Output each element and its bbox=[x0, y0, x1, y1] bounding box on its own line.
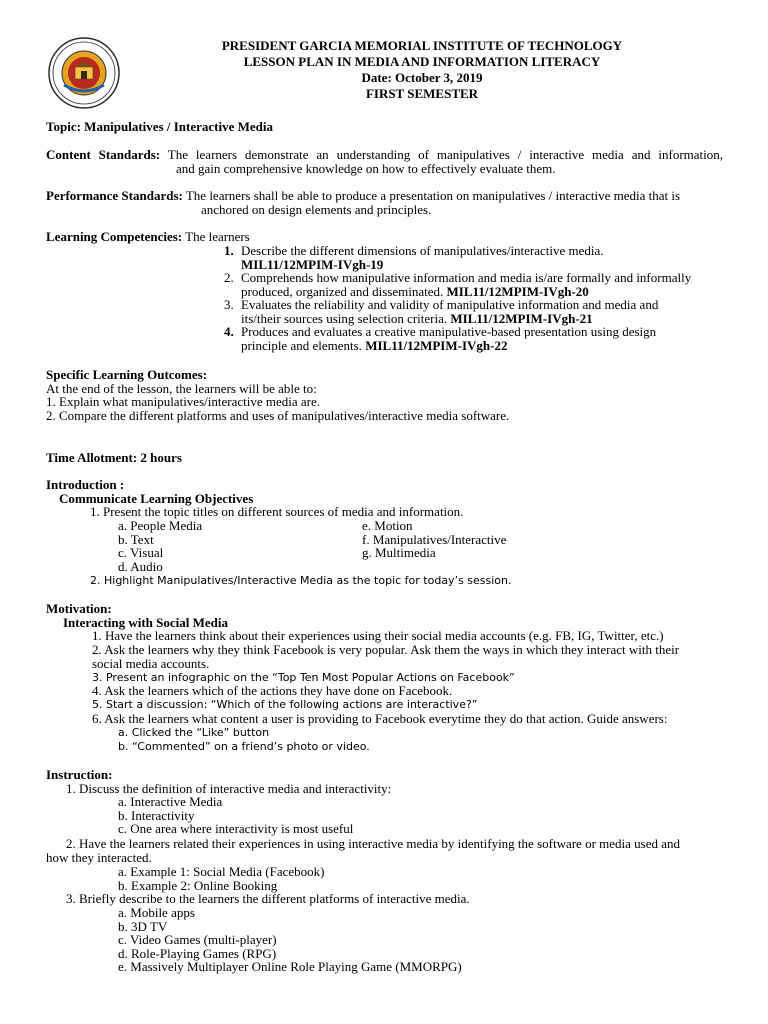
lesson-date: Date: October 3, 2019 bbox=[361, 70, 483, 85]
guide-answer: b. “Commented” on a friend’s photo or video. bbox=[118, 740, 370, 753]
content-standards-line2: and gain comprehensive knowledge on how to effectively evaluate them. bbox=[176, 160, 556, 176]
competency-number: 2. bbox=[224, 270, 234, 285]
instruction-sublist bbox=[118, 795, 353, 836]
time-allotment: Time Allotment: 2 hours bbox=[46, 450, 182, 465]
guide-answer: a. Clicked the “Like” button bbox=[118, 726, 270, 739]
competencies-intro: The learners bbox=[185, 229, 250, 244]
performance-standards-line2: anchored on design elements and principles. bbox=[201, 201, 432, 217]
competency-text: Produces and evaluates a creative manipulative-based presentation using design bbox=[241, 324, 657, 339]
instruction-subitem: b. Interactivity bbox=[118, 807, 195, 823]
instruction-subitem: c. Video Games (multi-player) bbox=[118, 932, 277, 948]
instruction-subitem: d. Role-Playing Games (RPG) bbox=[118, 945, 277, 961]
competency-code: MIL11/12MPIM-IVgh-19 bbox=[241, 256, 384, 272]
competency-text: Evaluates the reliability and validity of manipulative information and media and bbox=[241, 297, 659, 312]
motivation-step: 5. Start a discussion: “Which of the following actions are interactive?” bbox=[92, 698, 478, 711]
competency-number: 1. bbox=[224, 243, 234, 258]
instruction-step: 3. Briefly describe to the learners the different platforms of interactive media. bbox=[66, 891, 470, 906]
instruction-subitem: a. Interactive Media bbox=[118, 794, 223, 809]
competency-text-cont: its/their sources using selection criteria. bbox=[241, 310, 448, 326]
school-seal-logo bbox=[48, 37, 120, 109]
learning-competencies bbox=[46, 230, 250, 244]
source-item: b. Text bbox=[118, 531, 154, 547]
motivation-subheading: Interacting with Social Media bbox=[63, 614, 229, 630]
outcome-item: 1. Explain what manipulatives/interactive media are. bbox=[46, 394, 320, 410]
introduction-section bbox=[46, 478, 463, 519]
instruction-label: Instruction: bbox=[46, 767, 113, 782]
competency-number: 4. bbox=[224, 324, 234, 339]
instruction-subitem: a. Mobile apps bbox=[118, 905, 195, 920]
performance-standards-line1: The learners shall be able to produce a presentation on manipulatives / interactive media that is bbox=[185, 188, 681, 203]
instruction-subitem: b. 3D TV bbox=[118, 918, 168, 934]
motivation-step: 2. Ask the learners why they think Facebook is very popular. Ask them the ways in which they interact with their bbox=[92, 641, 680, 657]
competency-code: MIL11/12MPIM-IVgh-21 bbox=[450, 310, 593, 326]
semester: FIRST SEMESTER bbox=[365, 86, 479, 101]
motivation-section bbox=[46, 602, 228, 629]
source-item: f. Manipulatives/Interactive bbox=[362, 531, 507, 547]
content-standards bbox=[46, 148, 723, 175]
competency-code: MIL11/12MPIM-IVgh-22 bbox=[365, 337, 508, 353]
performance-standards bbox=[46, 189, 723, 216]
topic: Topic: Manipulatives / Interactive Media bbox=[46, 119, 274, 134]
motivation-step: 3. Present an infographic on the “Top Ten Most Popular Actions on Facebook” bbox=[92, 671, 515, 684]
sources-column-a bbox=[118, 519, 202, 573]
motivation-step: 1. Have the learners think about their experiences using their social media accounts (e.g. FB, IG, Twitter, etc.) bbox=[92, 628, 664, 643]
introduction-step2: 2. Highlight Manipulatives/Interactive Media as the topic for today’s session. bbox=[90, 574, 512, 587]
sources-column-b bbox=[362, 519, 506, 560]
source-item: d. Audio bbox=[118, 558, 163, 574]
competencies-label: Learning Competencies: bbox=[46, 229, 183, 244]
instruction-step: 2. Have the learners related their experiences in using interactive media by identifying the software or media used and bbox=[66, 836, 681, 851]
source-item: c. Visual bbox=[118, 545, 164, 561]
document-header bbox=[150, 38, 694, 102]
content-standards-label: Content Standards: bbox=[46, 147, 161, 162]
competency-text-cont: principle and elements. bbox=[241, 337, 362, 353]
source-item: e. Motion bbox=[362, 518, 413, 533]
content-standards-line1: The learners demonstrate an understanding of manipulatives / interactive media and information, bbox=[167, 147, 724, 162]
instruction-subitem: e. Massively Multiplayer Online Role Playing Game (MMORPG) bbox=[118, 959, 462, 975]
instruction-subitem: b. Example 2: Online Booking bbox=[118, 877, 278, 893]
competency-code: MIL11/12MPIM-IVgh-20 bbox=[446, 283, 589, 299]
lesson-plan-title: LESSON PLAN IN MEDIA AND INFORMATION LITERACY bbox=[243, 54, 601, 69]
learning-outcomes bbox=[46, 368, 509, 422]
instruction-step2 bbox=[46, 837, 680, 864]
instruction-subitem: c. One area where interactivity is most useful bbox=[118, 821, 354, 837]
school-name: PRESIDENT GARCIA MEMORIAL INSTITUTE OF TECHNOLOGY bbox=[221, 38, 623, 53]
performance-standards-label: Performance Standards: bbox=[46, 188, 183, 203]
motivation-step: 4. Ask the learners which of the actions they have done on Facebook. bbox=[92, 683, 453, 698]
instruction-step: 1. Discuss the definition of interactive media and interactivity: bbox=[66, 780, 392, 796]
instruction-subitem: a. Example 1: Social Media (Facebook) bbox=[118, 864, 325, 879]
introduction-subheading: Communicate Learning Objectives bbox=[59, 490, 254, 506]
instruction-step-cont: how they interacted. bbox=[46, 849, 152, 865]
instruction-section bbox=[46, 768, 391, 795]
competency-text-cont: produced, organized and disseminated. bbox=[241, 283, 444, 299]
source-item: a. People Media bbox=[118, 518, 203, 533]
competency-text: Describe the different dimensions of manipulatives/interactive media. bbox=[241, 243, 604, 258]
competency-number: 3. bbox=[224, 297, 234, 312]
motivation-steps bbox=[92, 629, 679, 656]
introduction-label: Introduction : bbox=[46, 477, 125, 492]
competency-text: Comprehends how manipulative information and media is/are formally and informally bbox=[241, 270, 692, 285]
instruction-sublist bbox=[118, 906, 462, 974]
instruction-sublist bbox=[118, 865, 325, 892]
motivation-label: Motivation: bbox=[46, 601, 112, 616]
motivation-step-cont: social media accounts. bbox=[92, 656, 210, 671]
outcomes-intro: At the end of the lesson, the learners will be able to: bbox=[46, 380, 317, 396]
introduction-step1: 1. Present the topic titles on different sources of media and information. bbox=[90, 504, 464, 520]
source-item: g. Multimedia bbox=[362, 545, 436, 561]
outcome-item: 2. Compare the different platforms and uses of manipulatives/interactive media software. bbox=[46, 407, 510, 423]
outcomes-label: Specific Learning Outcomes: bbox=[46, 367, 208, 382]
motivation-step: 6. Ask the learners what content a user is providing to Facebook everytime they do that action. Guide answers: bbox=[92, 711, 668, 726]
